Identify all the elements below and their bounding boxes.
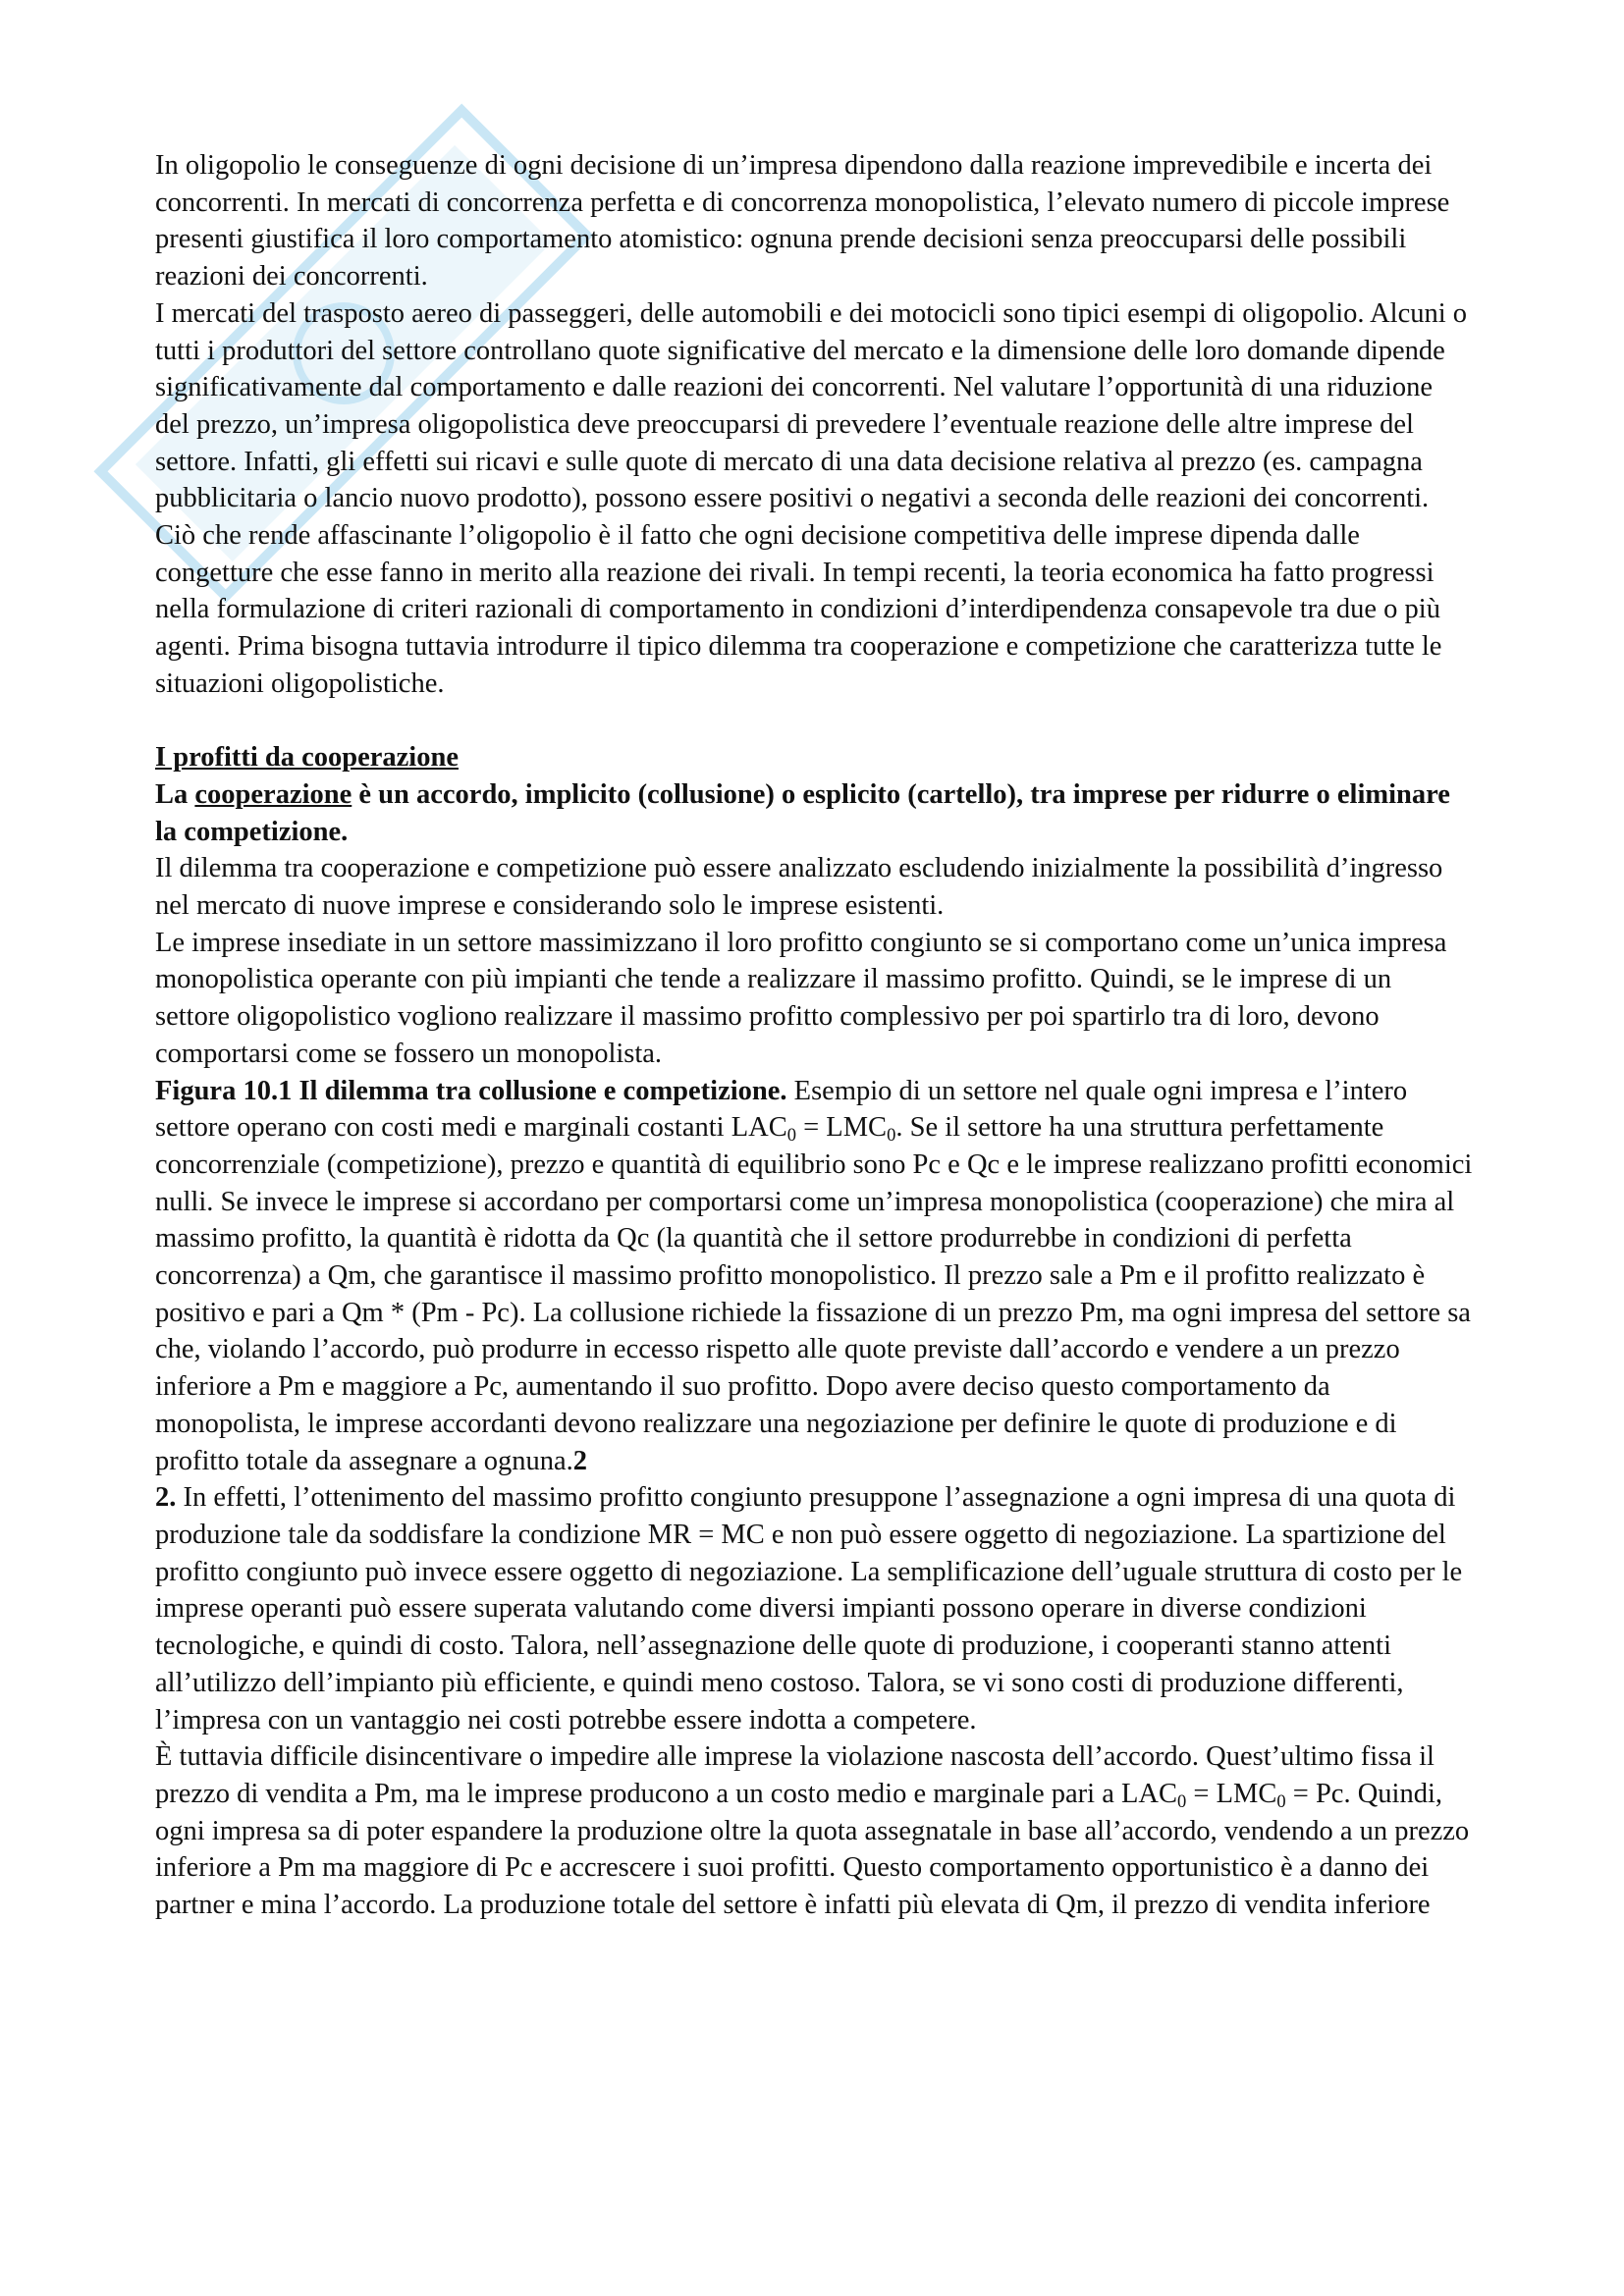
figure-title: Figura 10.1 Il dilemma tra collusione e competizione. [155, 1075, 787, 1106]
definition-rest: è un accordo, implicito (collusione) o esplicito (cartello), tra imprese per ridurre o eliminare la competizione. [155, 778, 1450, 847]
cooperation-definition [155, 776, 1473, 850]
subscript-zero: 0 [1177, 1790, 1187, 1812]
intro-paragraph-2: I mercati del trasposto aereo di passeggeri, delle automobili e dei motocicli sono tipici esempi di oligopolio. Alcuni o tutti i produttori del settore controllano quote significative del mercato e la dimensione delle loro domande dipende significativamente dal comportamento e dalle reazioni dei concorrenti. Nel valutare l’opportunità di una riduzione del prezzo, un’impresa oligopolistica deve preoccuparsi di prevedere l’eventuale reazione delle altre imprese del settore. Infatti, gli effetti sui ricavi e sulle quote di mercato di una data decisione relativa al prezzo (es. campagna pubblicitaria o lancio nuovo prodotto), possono essere positivi o negativi a seconda delle reazioni dei concorrenti. Ciò che rende affascinante l’oligopolio è il fatto che ogni decisione competitiva delle imprese dipenda dalle congetture che esse fanno in merito alla reazione dei rivali. In tempi recenti, la teoria economica ha fatto progressi nella formulazione di criteri razionali di comportamento in condizioni d’interdipendenza consapevole tra due o più agenti. Prima bisogna tuttavia introdurre il tipico dilemma tra cooperazione e competizione che caratterizza tutte le situazioni oligopolistiche. [155, 297, 1468, 699]
figure-caption-paragraph [155, 1073, 1473, 1480]
footnote-number: 2. [155, 1482, 177, 1514]
footnote-text: In effetti, l’ottenimento del massimo profitto congiunto presuppone l’assegnazione a ogni impresa di una quota di produzione tale da soddisfare la condizione MR = MC e non può essere oggetto di negoziazione. La spartizione del profitto congiunto può invece essere oggetto di negoziazione. La semplificazione dell’uguale struttura di costo per le imprese operanti può essere superata valutando come diversi impianti possono operare in diverse condizioni tecnologiche, e quindi di costo. Talora, nell’assegnazione delle quote di produzione, i cooperanti stanno attenti all’utilizzo dell’impianto più efficiente, e quindi meno costoso. Talora, se vi sono costi di produzione differenti, l’impresa con un vantaggio nei costi potrebbe essere indotta a competere. [155, 1482, 1463, 1735]
paragraph-5-text-b: = LMC [1186, 1778, 1277, 1809]
figure-text-a: Esempio di un settore nel quale ogni impresa e l’intero settore operano con costi medi e marginali costanti LAC [155, 1075, 1408, 1144]
paragraph-5-text-a: È tuttavia difficile disincentivare o impedire alle imprese la violazione nascosta dell’accordo. Quest’ultimo fissa il prezzo di vendita a Pm, ma le imprese producono a un costo medio e marginale pari a LAC [155, 1741, 1435, 1809]
subscript-zero: 0 [887, 1124, 896, 1146]
footnote-paragraph [155, 1479, 1473, 1738]
subscript-zero: 0 [786, 1124, 796, 1146]
section-paragraph-1: Il dilemma tra cooperazione e competizione può essere analizzato escludendo inizialmente la possibilità d’ingresso nel mercato di nuove imprese e considerando solo le imprese esistenti. [155, 853, 1443, 922]
intro-paragraph-1: In oligopolio le conseguenze di ogni decisione di un’impresa dipendono dalla reazione imprevedibile e incerta dei concorrenti. In mercati di concorrenza perfetta e di concorrenza monopolistica, l’elevato numero di piccole imprese presenti giustifica il loro comportamento atomistico: ognuna prende decisioni senza preoccuparsi delle possibili reazioni dei concorrenti. [155, 150, 1450, 293]
footnote-marker: 2 [572, 1445, 588, 1476]
paragraph-gap [155, 703, 1473, 740]
figure-text-c: . Se il settore ha una struttura perfettamente concorrenziale (competizione), prezzo e quantità di equilibrio sono Pc e Qc e le imprese realizzano profitti economici nulli. Se invece le imprese si accordano per comportarsi come un’impresa monopolistica (cooperazione) che mira al massimo profitto, la quantità è ridotta da Qc (la quantità che il settore produrrebbe in condizioni di perfetta concorrenza) a Qm, che garantisce il massimo profitto monopolistico. Il prezzo sale a Pm e il profitto realizzato è positivo e pari a Qm * (Pm - Pc). La collusione richiede la fissazione di un prezzo Pm, ma ogni impresa del settore sa che, violando l’accordo, può produrre in eccesso rispetto alle quote previste dall’accordo e vendere a un prezzo inferiore a Pm e maggiore a Pc, aumentando il suo profitto. Dopo avere deciso questo comportamento da monopolista, le imprese accordanti devono realizzare una negoziazione per definire le quote di produzione e di profitto totale da assegnare a ognuna. [155, 1112, 1473, 1476]
paragraph-5-text-c: = Pc. Quindi, ogni impresa sa di poter espandere la produzione oltre la quota assegnatale in base all’accordo, vendendo a un prezzo inferiore a Pm ma maggiore di Pc e accrescere i suoi profitti. Questo comportamento opportunistico è a danno dei partner e mina l’accordo. La produzione totale del settore è infatti più elevata di Qm, il prezzo di vendita inferiore [155, 1778, 1470, 1921]
document-page [155, 147, 1473, 1924]
definition-prefix: La [155, 778, 195, 810]
section-paragraph-2: Le imprese insediate in un settore massimizzano il loro profitto congiunto se si comportano come un’unica impresa monopolistica operante con più impianti che tende a realizzare il massimo profitto. Quindi, se le imprese di un settore oligopolistico vogliono realizzare il massimo profitto complessivo per poi spartirlo tra di loro, devono comportarsi come se fossero un monopolista. [155, 927, 1447, 1069]
section-paragraph-5 [155, 1738, 1473, 1924]
subscript-zero: 0 [1276, 1790, 1286, 1812]
section-title: I profitti da cooperazione [155, 742, 459, 774]
figure-text-b: = LMC [795, 1112, 888, 1144]
definition-term: cooperazione [194, 778, 352, 810]
